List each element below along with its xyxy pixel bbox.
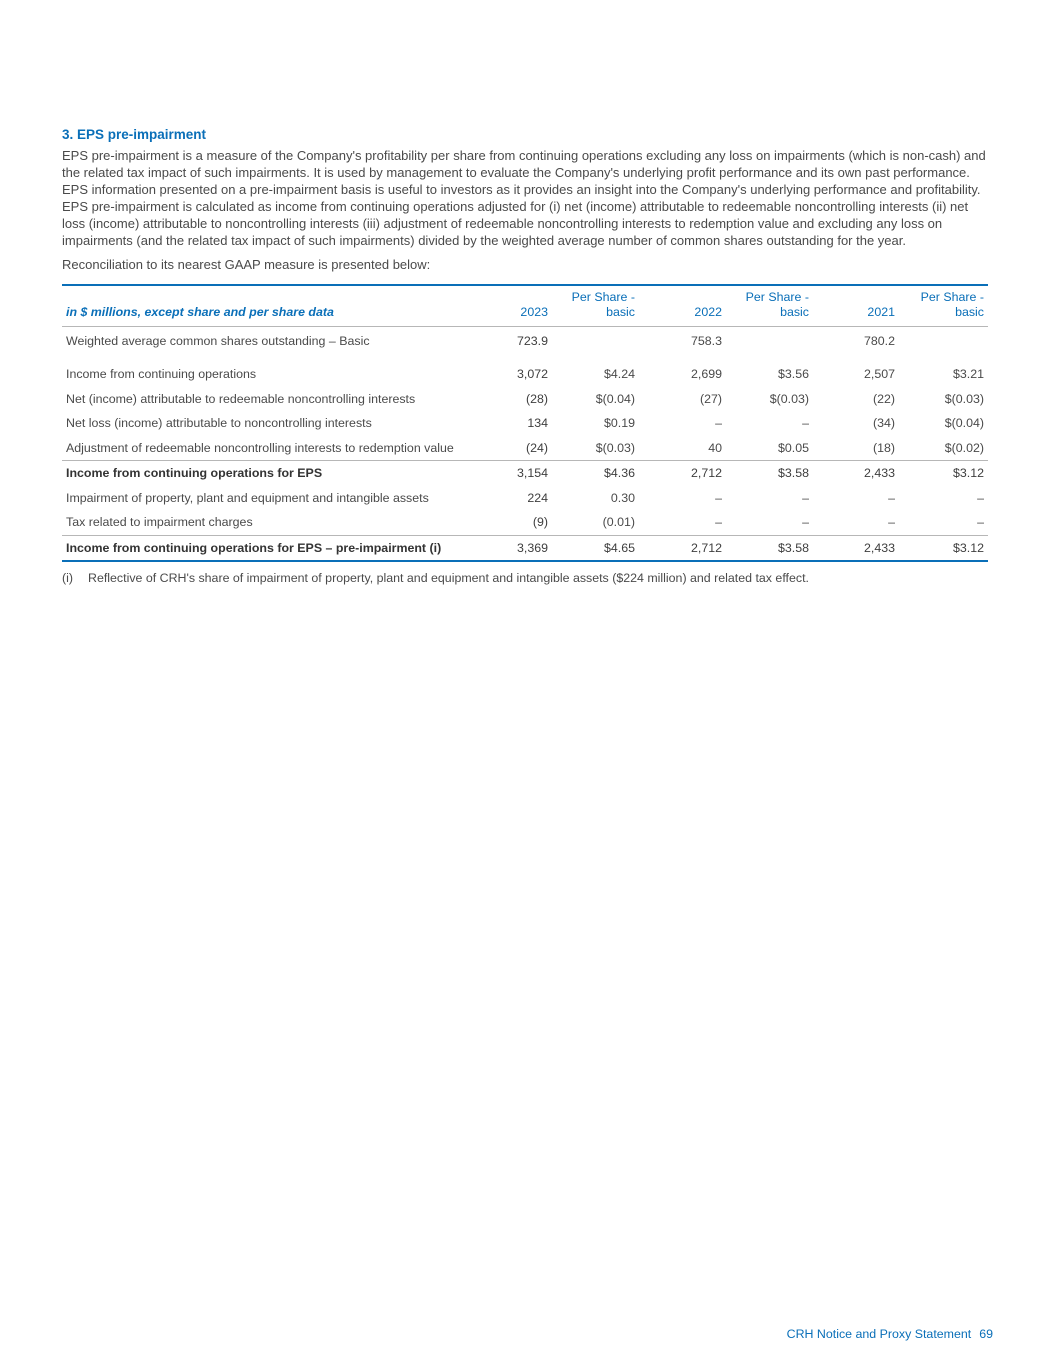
row-label: Weighted average common shares outstanding – Basic (66, 333, 370, 348)
cell-2023: 3,154 (462, 461, 552, 486)
footnote-mark: (i) (62, 571, 74, 585)
cell-per-share-2022: $0.05 (777, 440, 809, 455)
cell-2023: 723.9 (516, 333, 548, 348)
cell-per-share-2022: – (802, 490, 809, 505)
cell-2022: 40 (708, 440, 722, 455)
table-row (62, 510, 988, 535)
page-number: 69 (979, 1327, 993, 1341)
cell-2023: (28) (525, 391, 548, 406)
cell-2023: 224 (527, 490, 548, 505)
row-label: Adjustment of redeemable noncontrolling interests to redemption value (66, 440, 454, 455)
row-label: Income from continuing operations (66, 367, 257, 382)
cell-2023: (24) (525, 440, 548, 455)
table-row (62, 486, 988, 511)
cell-per-share-2022: $3.56 (777, 367, 809, 382)
cell-per-share-2023: 0.30 (610, 490, 635, 505)
col-header-2021: 2021 (813, 285, 899, 327)
cell-2021: – (888, 490, 895, 505)
cell-per-share-2021: $(0.04) (944, 416, 984, 431)
cell-per-share-2023: $(0.03) (595, 440, 635, 455)
col-header-per-share-2023: Per Share - basic (552, 285, 639, 327)
cell-per-share-2021: $(0.03) (944, 391, 984, 406)
footer-title: CRH Notice and Proxy Statement (786, 1327, 972, 1341)
table-row-total (62, 535, 988, 561)
cell-per-share-2021: $3.21 (952, 367, 984, 382)
row-label: Tax related to impairment charges (66, 515, 253, 530)
col-header-2022: 2022 (639, 285, 726, 327)
eps-reconciliation-table (62, 284, 988, 562)
cell-2021: 780.2 (863, 333, 895, 348)
cell-per-share-2021: – (977, 515, 984, 530)
col-header-2023: 2023 (462, 285, 552, 327)
cell-per-share-2022: $3.58 (726, 461, 813, 486)
cell-per-share-2021 (899, 327, 988, 355)
table-row (62, 327, 988, 355)
cell-per-share-2023 (552, 327, 639, 355)
reconciliation-intro: Reconciliation to its nearest GAAP measure is presented below: (62, 257, 431, 272)
col-header-per-share-2022: Per Share - basic (726, 285, 813, 327)
row-label: Net loss (income) attributable to noncontrolling interests (66, 416, 372, 431)
cell-per-share-2021: – (977, 490, 984, 505)
table-row-subtotal (62, 461, 988, 486)
cell-2021: 2,433 (813, 461, 899, 486)
cell-per-share-2023: $4.24 (603, 367, 635, 382)
cell-2021: (18) (872, 440, 895, 455)
document-body (62, 127, 988, 585)
cell-2023: 134 (527, 416, 548, 431)
row-label: Net (income) attributable to redeemable noncontrolling interests (66, 391, 416, 406)
col-header-per-share-2021: Per Share - basic (899, 285, 988, 327)
cell-2022: 758.3 (690, 333, 722, 348)
cell-per-share-2021: $3.12 (899, 461, 988, 486)
cell-per-share-2021: $3.12 (899, 535, 988, 561)
table-header-row (62, 285, 988, 327)
row-label: Income from continuing operations for EPS (62, 461, 462, 486)
cell-2021: 2,507 (863, 367, 895, 382)
cell-per-share-2022: – (802, 416, 809, 431)
row-label: Impairment of property, plant and equipment and intangible assets (66, 490, 429, 505)
cell-per-share-2023: (0.01) (602, 515, 635, 530)
cell-2022: (27) (699, 391, 722, 406)
section-title: 3. EPS pre-impairment (62, 127, 207, 142)
table-row (62, 354, 988, 387)
cell-2021: (22) (872, 391, 895, 406)
cell-2023: 3,072 (516, 367, 548, 382)
cell-2021: 2,433 (813, 535, 899, 561)
cell-per-share-2023: $4.65 (552, 535, 639, 561)
footnote (62, 571, 988, 585)
table-row (62, 387, 988, 412)
table-label-header: in $ millions, except share and per share data (62, 285, 462, 327)
cell-per-share-2022: – (802, 515, 809, 530)
cell-per-share-2023: $(0.04) (595, 391, 635, 406)
row-label: Income from continuing operations for EPS – pre-impairment (i) (62, 535, 462, 561)
section-paragraph: EPS pre-impairment is a measure of the Company's profitability per share from continuing operations excluding any loss on impairments (which is non-cash) and the related tax impact of such impairments. It is used by management to evaluate the Company's underlying profit performance and its own past performance. EPS information presented on a pre-impairment basis is useful to investors as it provides an insight into the Company's underlying performance and profitability. EPS pre-impairment is calculated as income from continuing operations adjusted for (i) net (income) attributable to redeemable noncontrolling interests (ii) net loss (income) attributable to noncontrolling interests (iii) adjustment of redeemable noncontrolling interests to redemption value and excluding any loss on impairments (and the related tax impact of such impairments) divided by the weighted average number of common shares outstanding for the year. (62, 148, 986, 248)
footnote-text: Reflective of CRH's share of impairment of property, plant and equipment and intangible assets ($224 million) and related tax effect. (88, 571, 809, 585)
cell-2023: (9) (532, 515, 548, 530)
cell-2021: (34) (872, 416, 895, 431)
cell-2021: – (888, 515, 895, 530)
cell-per-share-2021: $(0.02) (944, 440, 984, 455)
cell-2022: – (715, 416, 722, 431)
cell-2022: – (715, 515, 722, 530)
cell-per-share-2022 (726, 327, 813, 355)
table-row (62, 411, 988, 436)
cell-per-share-2023: $0.19 (603, 416, 635, 431)
cell-2022: 2,712 (639, 535, 726, 561)
page-footer (787, 1327, 993, 1341)
cell-per-share-2023: $4.36 (552, 461, 639, 486)
cell-2022: – (715, 490, 722, 505)
cell-2022: 2,699 (690, 367, 722, 382)
cell-per-share-2022: $(0.03) (769, 391, 809, 406)
cell-per-share-2022: $3.58 (726, 535, 813, 561)
cell-2022: 2,712 (639, 461, 726, 486)
cell-2023: 3,369 (462, 535, 552, 561)
table-row (62, 436, 988, 461)
